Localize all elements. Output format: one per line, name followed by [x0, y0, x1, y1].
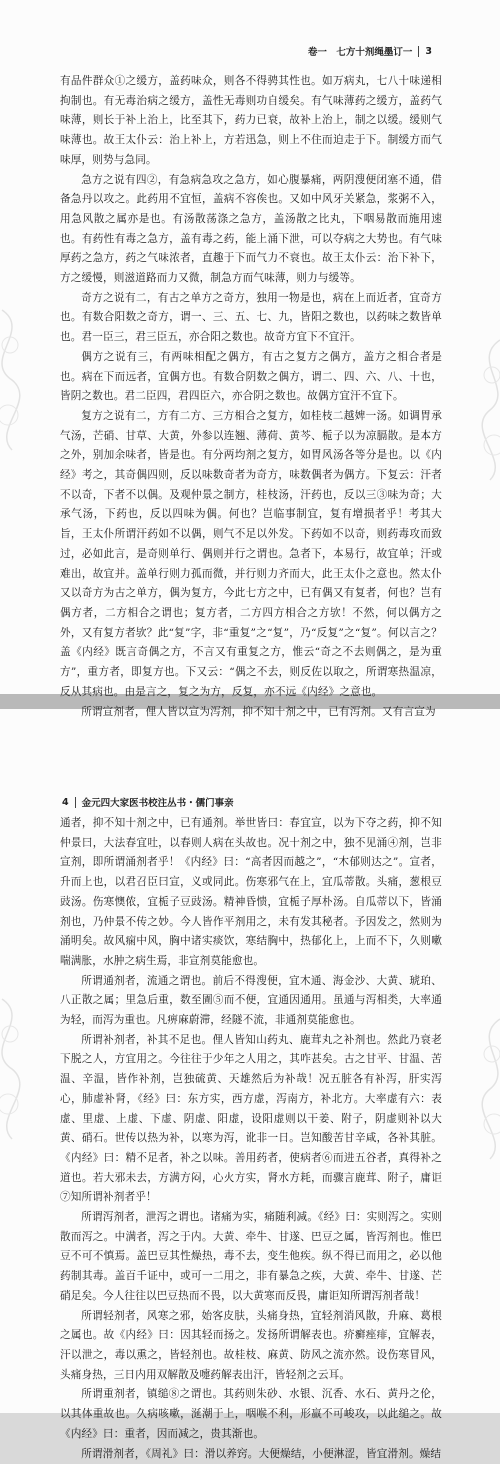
paragraph: 所谓滑剂者，《周礼》曰：滑以养窍。大便燥结，小便淋涩，皆宜滑剂。燥结 — [60, 1445, 442, 1464]
decorative-swirl-icon — [0, 989, 32, 1149]
paragraph: 所谓重剂者，镇缒⑧之谓也。其药则朱砂、水银、沉香、水石、黄丹之伦，以其体重故也。久病咳嗽，涎潮于上，咽喉不利，形羸不可峻攻，以此缒之。故《内经》曰：重者，因而减之，贵其渐也。 — [60, 1385, 442, 1444]
paragraph: 所谓通剂者，流通之谓也。前后不得溲便，宜木通、海金沙、大黄、琥珀、八正散之属；里急后重，数至圊⑤而不便，宜通因通用。虽通与泻相类，大率通为轻，而泻为重也。凡痹麻蔚滞，经隧不流，非通剂莫能愈也。 — [60, 972, 442, 1031]
paragraph: 通者，抑不知十剂之中，已有通剂。举世皆曰：春宜宣，以为下夺之药，抑不知仲景曰，大法春宜吐，以春则人病在头故也。况十剂之中，独不见涌④剂，岂非宣剂，即所谓涌剂者乎！《内经》曰：“高者因而越之”，“木郁则达之”。宣者，升而上也，以君召臣曰宣，义或同此。伤寒邪气在上，宜瓜蒂散。头痛，葱根豆豉汤。伤寒懊侬，宜栀子豆豉汤。精神昏愦，宜栀子厚朴汤。自瓜蒂以下，皆涌剂也，乃仲景不传之妙。今人皆作平剂用之，未有发其秘者。予因发之，然则为涌明矣。故风痫中风，胸中诸实痰饮，寒结胸中，热郁化上，上而不下，久则嗽喘满胀，水肿之病生焉，非宣剂莫能愈也。 — [60, 814, 442, 972]
chapter-title: 卷一 七方十剂绳墨订一 — [308, 44, 413, 58]
paragraph: 急方之说有四②，有急病急攻之急方，如心腹暴痛，两阴溲便闭塞不通，借备急丹以攻之。此药用不宜恒，盖病不容俟也。又如中风牙关紧急，浆粥不入，用急风散之属亦是也。有汤散荡涤之急方，盖汤散之比丸，下咽易散而施用速也。有药性有毒之急方，盖有毒之药，能上涌下泄，可以夺病之大势也。有气味厚药之急方，药之气味浓者，直趣于下而气力不衰也。故王太仆云：治下补下，方之缓慢，则滋道路而力又微，制急方而气味薄，则力与缓等。 — [60, 171, 442, 289]
page-header — [62, 795, 234, 809]
decorative-swirl-icon — [0, 300, 32, 460]
paragraph: 所谓宣剂者，俚人皆以宣为泻剂，抑不知十剂之中，已有泻剂。又有言宣为 — [60, 703, 442, 723]
page-body-text — [60, 72, 442, 722]
paragraph: 所谓泻剂者，泄泻之谓也。诸痛为实，痛随利减。《经》曰：实则泻之。实则散而泻之。中满者，泻之于内。大黄、牵牛、甘遂、巴豆之属，皆泻剂也。惟巴豆不可不慎焉。盖巴豆其性燥热，毒不去，变生他疾。纵不得已而用之，必以他药制其毒。盖百千证中，或可一二用之，非有暴急之疾，大黄、牵牛、甘遂、芒硝足矣。今人往往以巴豆热而不畏，以大黄寒而反畏，庸讵知所谓泻剂者哉！ — [60, 1208, 442, 1307]
paragraph: 所谓轻剂者，风寒之邪，始客皮肤，头痛身热，宜轻剂消风散，升麻、葛根之属也。故《内经》曰：因其轻而扬之。发扬所谓解表也。疥癣痤痱，宜解表，汗以泄之，毒以熏之，皆轻剂也。故桂枝、麻黄、防风之流亦然。设伤寒冒风，头痛身热，三日内用双解散及嚏药解表出汗，皆轻剂之云耳。 — [60, 1307, 442, 1386]
paragraph: 有品件群众①之缓方，盖药味众，则各不得骋其性也。如万病丸，七八十味递相拘制也。有无毒治病之缓方，盖性无毒则功自缓矣。有气味薄药之缓方，盖药气味薄，则长于补上治上，比至其下，药力已衰，故补上治上，制之以缓。缓则气味薄也。故王太仆云：治上补上，方若迅急，则上不住而迫走于下。制缓方而气味厚，则势与急同。 — [60, 72, 442, 171]
series-title: 金元四大家医书校注丛书・儒门事亲 — [82, 795, 234, 809]
decorative-swirl-icon — [470, 1009, 500, 1169]
page-header — [308, 44, 432, 58]
paragraph: 奇方之说有二，有古之单方之奇方，独用一物是也，病在上而近者，宜奇方也。有数合阳数之奇方，谓一、三、五、七、九，皆阳之数也，以药味之数皆单也。君一臣三，君三臣五，亦合阳之数也。故奇方宜下不宜汗。 — [60, 289, 442, 348]
paragraph: 复方之说有二，方有二方、三方相合之复方，如桂枝二越婢一汤。如调胃承气汤，芒硝、甘草、大黄，外参以连翘、薄荷、黄芩、栀子以为凉膈散。是本方之外，别加余味者，皆是也。有分两均剂之复方，如胃风汤各等分是也。以《内经》考之，其奇偶四则，反以味数奇者为奇方，味数偶者为偶方。下复云：汗者不以奇，下者不以偶。及观仲景之制方，桂枝汤，汗药也，反以三③味为奇；大承气汤，下药也，反以四味为偶。何也？岂临事制宜，复有增损者乎！考其大旨，王太仆所谓汗药如不以偶，则气不足以外发。下药如不以奇，则药毒攻而致过，必如此言，是奇则单行、偶则并行之谓也。急者下，本易行，故宜单；汗或难出，故宜并。盖单行则力孤而微，并行则力齐而大，此王太仆之意也。然太仆又以奇方为古之单方，偶为复方，今此七方之中，已有偶又有复者，何也？岂有偶方者，二方相合之谓也；复方者，二方四方相合之方欤！不然，何以偶方之外，又有复方者欤？此“复”字，非“重复”之“复”，乃“反复”之“复”。何以言之？盖《内经》既言奇偶之方，不言又有重复之方，惟云“奇之不去则偶之，是为重方”，重方者，即复方也。下又云：“偶之不去，则反佐以取之，所谓寒热温凉，反从其病也。由是言之，复之为方，反复，亦不远《内经》之意也。 — [60, 407, 442, 703]
decorative-swirl-icon — [470, 330, 500, 490]
header-divider — [75, 797, 76, 808]
page-number: 3 — [425, 46, 432, 57]
page-body-text — [60, 814, 442, 1464]
header-divider — [418, 46, 419, 57]
paragraph: 所谓补剂者，补其不足也。俚人皆知山药丸、鹿茸丸之补剂也。然此乃衰老下脱之人，方宜用之。今往往于少年之人用之，其咋甚矣。古之甘平、甘温、苦温、辛温，皆作补剂，岂独硫黄、天雄然后为补哉！况五脏各有补泻，肝实泻心，肺虚补肾，《经》曰：东方实，西方虚，泻南方，补北方。大率虚有六：表虚、里虚、上虚、下虚、阴虚、阳虚，设阳虚则以干姜、附子，阴虚则补以大黄、硝石。世传以热为补，以寒为泻，讹非一日。岂知酸苦甘辛咸，各补其脏。《内经》曰：精不足者，补之以味。善用药者，使病者⑥而进五谷者，真得补之道也。若大邪未去，方满方闷，心火方实，肾水方耗，而骤言鹿茸、附子，庸讵⑦知所谓补剂者乎！ — [60, 1031, 442, 1208]
page-number: 4 — [62, 797, 69, 808]
paragraph: 偶方之说有三，有两味相配之偶方，有古之复方之偶方，盖方之相合者是也。病在下而远者，宜偶方也。有数合阴数之偶方，谓二、四、六、八、十也，皆阴之数也。君二臣四，君四臣六，亦合阴之数也。故偶方宜汗不宜下。 — [60, 348, 442, 407]
